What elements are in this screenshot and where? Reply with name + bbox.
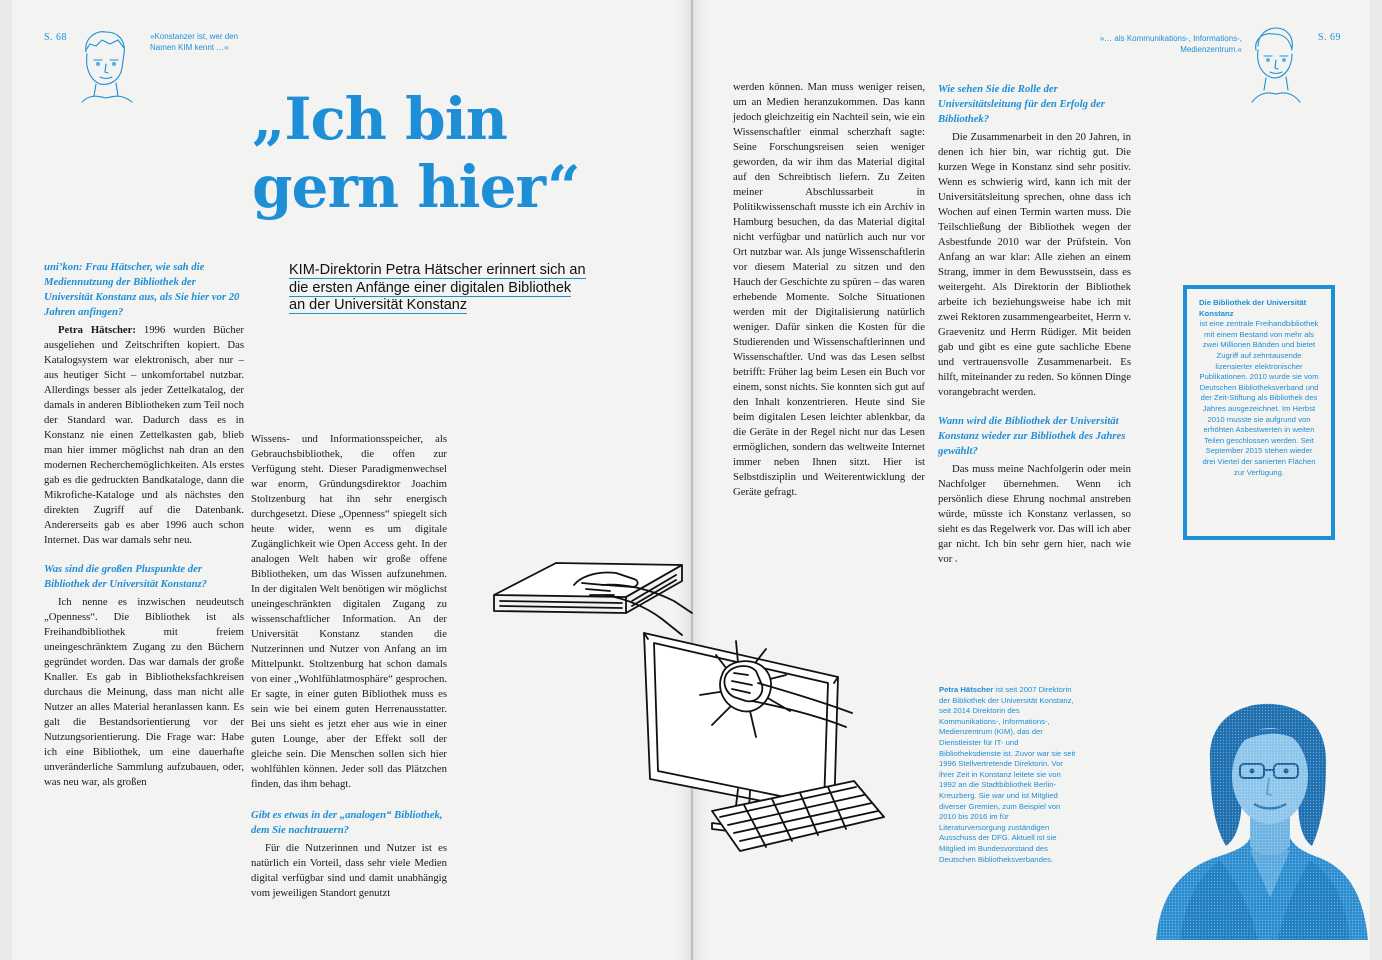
author-bio xyxy=(939,685,1077,865)
page-number-left: S. 68 xyxy=(44,32,68,43)
answer-3: Für die Nutzerinnen und Nutzer ist es natürlich ein Vorteil, dass sehr viele Medien digital verfügbar sind und damit unabhängig vom jeweiligen Standort genutzt xyxy=(251,842,447,899)
answer-1-text: 1996 wurden Bücher ausgeliehen und Zeitschriften kopiert. Das Katalogsystem war elektronisch, aber nur – aus heutiger Sicht – unkomfortabel nutzbar. Allerdings besser als jeder Zettelkatalog, der damals in anderen Bibliotheken zum Teil noch der Standard war. Dadurch dass es in Konstanz nie einen Zettelkasten gab, blieb man hier immer möglichst nah dran an den modernen Recherchemöglichkeiten. Als erstes gab es die gedruckten Bandkataloge, dann die Mikrofiche-Kataloge und als nächstes den direkten Zugriff auf die Datenbank. Andererseits gab es aber 1996 auch schon Internet. Das war damals sehr neu. xyxy=(44,324,244,546)
question-4: Wie sehen Sie die Rolle der Universitätsleitung für den Erfolg der Bibliothek? xyxy=(938,83,1105,125)
question-2: Was sind die großen Pluspunkte der Bibliothek der Universität Konstanz? xyxy=(44,563,208,590)
subheading-text: KIM-Direktorin Petra Hätscher erinnert sich an die ersten Anfänge einer digitalen Bibliothek an der Universität Konstanz xyxy=(289,262,586,313)
teaser-left-line-2: Namen KIM kennt …« xyxy=(150,43,229,52)
answer-4: Die Zusammenarbeit in den 20 Jahren, in denen ich hier bin, war richtig gut. Die kurzen Wege in Konstanz sind sehr positiv. Wenn es schwierig wird, kann ich mit der Universitätsleitung sprechen, ohne dass ich Wochen auf einen Termin warten muss. Die Teilschließung der Bibliothek wegen der Asbestfunde 2010 war der Prüfstein. Von Anfang an war klar: Alle ziehen an einem Strang, immer in dem Bewusstsein, dass es weitergeht. Als Direktorin der Bibliothek arbeite ich beziehungsweise habe ich mit zwei Rektoren zusammengearbeitet, Herrn v. Graevenitz und Herrn Rüdiger. Mit beiden gab und gibt es eine gute sachliche Ebene und vertrauensvolle Zusammenarbeit. Es hilft, miteinander zu reden. So können Dinge vorangebracht werden. xyxy=(938,131,1131,398)
answer-5-text: Das muss meine Nachfolgerin oder mein Nachfolger übernehmen. Wenn ich persönlich diese Ehrung nochmal anstreben würde, müsste ich Konstanz verlassen, so sieht es das Regelwerk vor. Das will ich aber gar nicht. Ich bin sehr gern hier, nach wie vor xyxy=(938,463,1131,565)
article-column-3 xyxy=(733,80,925,500)
answer-5 xyxy=(938,462,1131,567)
sketch-face-left-icon xyxy=(72,26,140,104)
info-box xyxy=(1183,285,1335,540)
page-title xyxy=(252,85,580,221)
answer-3-continued: werden können. Man muss weniger reisen, um an Medien heranzukommen. Das kann jedoch gleichzeitig ein Nachteil sein, wie ein Wissenschaftler einmal scherzhaft sagte: Seine Forschungsreisen seien weniger geworden, da wir ihm das Material digital auf den Schreibtisch liefern. Zu Zeiten meiner Abschlussarbeit in Politikwissenschaft musste ich ein Archiv in Hamburg besuchen, da das Material digital nicht verfügbar und natürlich auch nur vor Ort nutzbar war. Als junge Wissenschaftlerin vor diesem Material zu sitzen und den Hauch der Geschichte zu spüren – das waren erhebende Momente. Solche Situationen werden mit der Digitalisierung natürlich weniger. Dafür sinken die Kosten für die Studierenden und Wissenschaftlerinnen und Wissenschaftler. Und was das Lesen selbst betrifft: Früher lag beim Lesen ein Buch vor einem, sonst nichts. Sie konnten sich gut auf den Inhalt konzentrieren. Heute sind Sie beim digitalen Lesen leichter ablenkbar, da die Geräte in der Regel nicht nur das Lesen ermöglichen, sondern das weltweite Internet immer neben Ihnen sitzt. Hier ist Selbstdisziplin und Weiterentwicklung der Geräte gefragt. xyxy=(733,81,926,498)
article-column-1 xyxy=(44,260,244,790)
title-line-1: „Ich bin xyxy=(252,85,507,153)
article-column-4 xyxy=(938,82,1131,567)
book-monitor-illustration xyxy=(486,555,896,860)
sketch-face-right-icon xyxy=(1246,24,1304,104)
teaser-left-line-1: »Konstanzer ist, wer den xyxy=(150,32,239,41)
teaser-right xyxy=(1077,33,1242,55)
teaser-right-line-1: »… als Kommunikations-, Informations-, xyxy=(1099,34,1242,43)
question-3: Gibt es etwas in der „analogen“ Bibliothek, dem Sie nachtrauern? xyxy=(251,809,443,836)
bio-text: ist seit 2007 Direktorin der Bibliothek der Universität Konstanz, seit 2014 Direktorin des Kommunikations-, Informations-, Medienzentrum (KIM), das der Dienstleister für IT- und Bibliotheksdienste ist. Zuvor war sie seit 1996 Stellvertretende Direktorin. Vor ihrer Zeit in Konstanz leitete sie von 1992 an die Stadtbibliothek Berlin-Kreuzberg. Sie war und ist Mitglied diverser Gremien, zum Beispiel von 2010 bis 2016 im für Literaturversorgung zuständigen Ausschuss der DFG. Aktuell ist sie Mitglied im Bundesvorstand des Deutschen Bibliotheksverbandes. xyxy=(939,685,1076,864)
question-5: Wann wird die Bibliothek der Universität Konstanz wieder zur Bibliothek des Jahres gewählt? xyxy=(938,415,1126,457)
teaser-right-line-2: Medienzentrum.« xyxy=(1180,45,1242,54)
portrait-photo xyxy=(1150,700,1370,945)
answer-2: Ich nenne es inzwischen neudeutsch „Openness“. Die Bibliothek ist als Freihandbibliothek mit freiem uneingeschränktem Zugang zu den Büchern gegründet worden. Das war damals der große Knaller. Es gab in Bibliotheksfachkreisen durchaus die Meinung, dass man nicht alle Nutzer an alles Material heranlassen kann. Es galt die Bestandsorientierung vor der Nutzungsorientierung. Die Frage war: Habe ich eine Bibliothek, um eine dauerhafte unveränderliche Sammlung aufzubauen, oder, was neu war, als großen xyxy=(44,596,244,788)
bio-name: Petra Hätscher xyxy=(939,685,994,694)
end-mark: . xyxy=(954,553,958,565)
article-column-2 xyxy=(251,432,447,901)
teaser-left xyxy=(150,31,260,53)
info-box-title: Die Bibliothek der Universität Konstanz xyxy=(1199,298,1307,318)
page-number-right: S. 69 xyxy=(1318,32,1342,43)
interviewee-name: Petra Hätscher: xyxy=(58,324,136,336)
answer-2-continued: Wissens- und Informationsspeicher, als Gebrauchsbibliothek, die offen zur Verfügung steht. Dieser Paradigmenwechsel war enorm, Gründungsdirektor Joachim Stoltzenburg hat ihn sehr energisch durchgesetzt. Diese „Openness“ spiegelt sich heute wider, wenn es um digitale Zugänglichkeit wie Open Access geht. In der analogen Welt haben wir große offene Bibliotheken, um das Wissen aufzunehmen. In der digitalen Welt benötigen wir möglichst uneingeschränkten digitalen Zugang zu wissenschaftlicher Information. An der Universität Konstanz standen die Nutzerinnen und Nutzer von Anfang an im Mittelpunkt. Stoltzenburg hat schon damals von einer „Wohlfühlatmosphäre“ gesprochen. Er sagte, in einer guten Bibliothek muss es sein wie bei einem guten Herrenausstatter. Bei uns sieht es jetzt eher aus wie in einer guten Lounge, aber der Effekt soll der gleiche sein. Die Menschen sollen sich hier wohlfühlen können. Jeder soll das Plätzchen finden, das ihm behagt. xyxy=(251,433,447,790)
title-line-2: gern hier“ xyxy=(252,153,580,221)
info-box-text: ist eine zentrale Freihandbibliothek mit einem Bestand von mehr als zwei Millionen Bänden und bietet Zugriff auf zehntausende lizensierter elektronischer Publikationen. 2010 wurde sie vom Deutschen Bibliotheksverband und der Zeit-Stiftung als Bibliothek des Jahres ausgezeichnet. Im Herbst 2010 musste sie aufgrund von erhöhten Asbestwerten in weiten Teilen geschlossen werden. Seit September 2015 stehen wieder drei Viertel der sanierten Flächen zur Verfügung. xyxy=(1199,319,1319,477)
subheading xyxy=(289,262,589,315)
question-1: uni’kon: Frau Hätscher, wie sah die Mediennutzung der Bibliothek der Universität Konstanz aus, als Sie hier vor 20 Jahren anfingen? xyxy=(44,261,240,318)
answer-1 xyxy=(44,323,244,548)
